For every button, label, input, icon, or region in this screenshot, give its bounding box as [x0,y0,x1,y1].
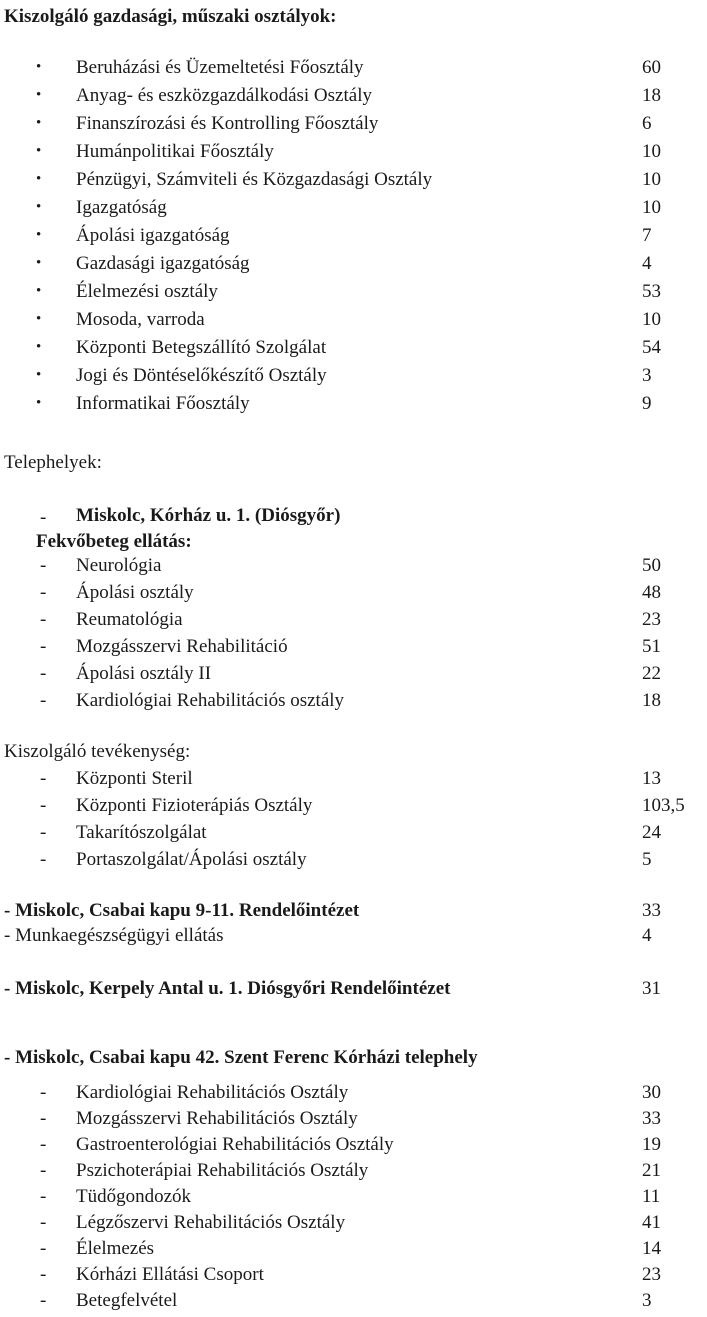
list-item-value: 7 [642,225,652,246]
list-item-label: Portaszolgálat/Ápolási osztály [76,849,307,870]
dash-marker: - [40,636,47,657]
bullet-marker: • [36,339,42,355]
list-item-value: 41 [642,1212,661,1233]
dash-marker: - [40,1264,47,1285]
list-item-label: Takarítószolgálat [76,822,207,843]
list-item-value: 103,5 [642,795,685,816]
heading-services: Kiszolgáló gazdasági, műszaki osztályok: [4,6,337,27]
site-value: 33 [642,900,661,921]
list-item-value: 19 [642,1134,661,1155]
dash-marker: - [40,822,47,843]
bullet-marker: • [36,395,42,411]
list-item-label: Mozgásszervi Rehabilitáció [76,636,288,657]
bullet-marker: • [36,227,42,243]
list-item-value: 10 [642,197,661,218]
site-title: - Miskolc, Kerpely Antal u. 1. Diósgyőri Rendelőintézet [4,978,451,999]
dash-marker: - [40,663,47,684]
bullet-marker: • [36,59,42,75]
list-item-label: Pénzügyi, Számviteli és Közgazdasági Osztály [76,169,433,190]
dash-marker: - [40,1160,47,1181]
dash-marker: - [40,1212,47,1233]
list-item-value: 60 [642,57,661,78]
list-item-label: Légzőszervi Rehabilitációs Osztály [76,1212,346,1233]
dash-marker: - [40,507,47,528]
list-item-label: Beruházási és Üzemeltetési Főosztály [76,57,364,78]
list-item-value: 13 [642,768,661,789]
list-item-label: Igazgatóság [76,197,167,218]
dash-marker: - [40,690,47,711]
list-item-label: Gazdasági igazgatóság [76,253,250,274]
list-item-value: 18 [642,85,661,106]
list-item-value: 3 [642,365,652,386]
dash-marker: - [40,1186,47,1207]
list-item-label: Reumatológia [76,609,183,630]
bullet-marker: • [36,367,42,383]
heading-sites: Telephelyek: [4,452,102,473]
bullet-marker: • [36,115,42,131]
bullet-marker: • [36,255,42,271]
list-item-value: 14 [642,1238,661,1259]
list-item-label: Központi Betegszállító Szolgálat [76,337,327,358]
list-item-value: 33 [642,1108,661,1129]
bullet-marker: • [36,143,42,159]
list-item-label: Anyag- és eszközgazdálkodási Osztály [76,85,372,106]
list-item-value: 51 [642,636,661,657]
list-item-label: Ápolási osztály II [76,663,212,684]
list-item-label: Kórházi Ellátási Csoport [76,1264,264,1285]
list-item-label: Mosoda, varroda [76,309,205,330]
list-item-label: Élelmezés [76,1238,155,1259]
bullet-marker: • [36,171,42,187]
list-item-label: Központi Fizioterápiás Osztály [76,795,313,816]
dash-marker: - [40,1082,47,1103]
service-heading: Kiszolgáló tevékenység: [4,741,191,762]
list-item-label: Tüdőgondozók [76,1186,192,1207]
list-item-value: 50 [642,555,661,576]
bullet-marker: • [36,311,42,327]
list-item-label: Neurológia [76,555,162,576]
list-item-value: 30 [642,1082,661,1103]
dash-marker: - [40,849,47,870]
bullet-marker: • [36,283,42,299]
dash-marker: - [40,555,47,576]
list-item-value: 4 [642,253,652,274]
dash-marker: - [40,1290,47,1311]
list-item-label: Ápolási igazgatóság [76,225,230,246]
list-item-label: Központi Steril [76,768,193,789]
list-item-label: Élelmezési osztály [76,281,218,302]
list-item-label: Ápolási osztály [76,582,194,603]
list-item-value: 11 [642,1186,661,1207]
dash-marker: - [40,768,47,789]
list-item-label: Informatikai Főosztály [76,393,250,414]
list-item-value: 5 [642,849,652,870]
dash-marker: - [40,1108,47,1129]
list-item-value: 21 [642,1160,661,1181]
dash-marker: - [40,1134,47,1155]
list-item-value: 23 [642,1264,661,1285]
list-item-label: Finanszírozási és Kontrolling Főosztály [76,113,379,134]
list-item-value: 24 [642,822,661,843]
site-title: - Miskolc, Csabai kapu 9-11. Rendelőintézet [4,900,360,921]
list-item-value: 10 [642,169,661,190]
dash-marker: - [40,1238,47,1259]
list-item-label: Kardiológiai Rehabilitációs Osztály [76,1082,349,1103]
list-item-value: 53 [642,281,661,302]
list-item-value: 18 [642,690,661,711]
list-item-value: 9 [642,393,652,414]
list-item-value: 3 [642,1290,652,1311]
list-item-label: Humánpolitikai Főosztály [76,141,274,162]
bullet-marker: • [36,87,42,103]
list-item-value: 6 [642,113,652,134]
list-item-label: Kardiológiai Rehabilitációs osztály [76,690,345,711]
site-value: 31 [642,978,661,999]
list-item-value: 23 [642,609,661,630]
dash-marker: - [40,582,47,603]
list-item-label: Mozgásszervi Rehabilitációs Osztály [76,1108,358,1129]
list-item-value: 22 [642,663,661,684]
list-item-label: Jogi és Döntéselőkészítő Osztály [76,365,327,386]
site-subtitle: Fekvőbeteg ellátás: [36,531,192,552]
list-item-label: Pszichoterápiai Rehabilitációs Osztály [76,1160,369,1181]
dash-marker: - [40,609,47,630]
site-sub-value: 4 [642,925,652,946]
site-title: - Miskolc, Csabai kapu 42. Szent Ferenc Kórházi telephely [4,1047,478,1068]
list-item-label: Betegfelvétel [76,1290,178,1311]
dash-marker: - [40,795,47,816]
list-item-value: 48 [642,582,661,603]
list-item-value: 54 [642,337,661,358]
list-item-value: 10 [642,141,661,162]
list-item-value: 10 [642,309,661,330]
site-title: Miskolc, Kórház u. 1. (Diósgyőr) [76,505,341,526]
list-item-label: Gastroenterológiai Rehabilitációs Osztály [76,1134,394,1155]
site-sub-label: - Munkaegészségügyi ellátás [4,925,224,946]
bullet-marker: • [36,199,42,215]
